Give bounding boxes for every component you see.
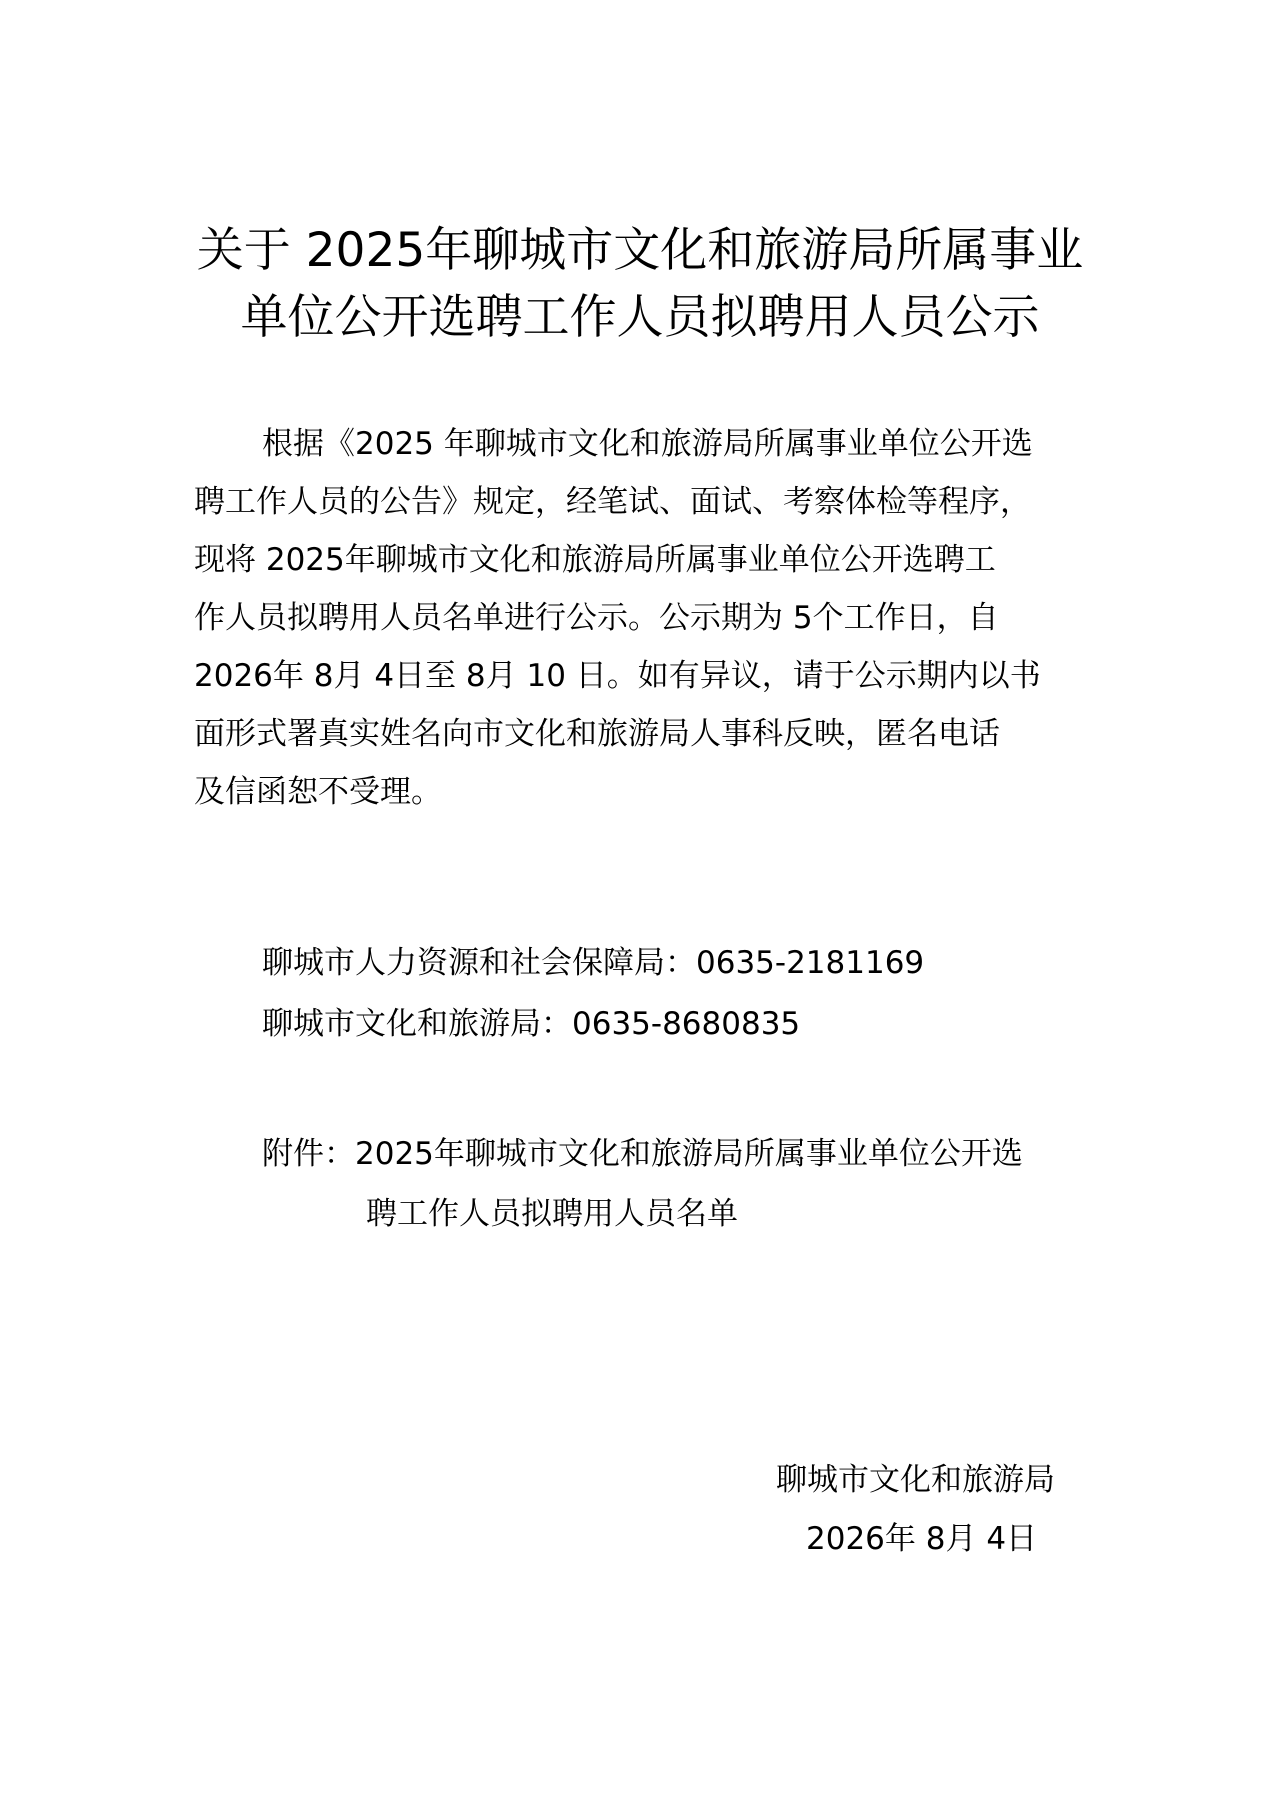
- signature-organization: 聊城市文化和旅游局: [776, 1462, 1055, 1498]
- contact-culture-tourism-bureau: 聊城市文化和旅游局：0635-8680835: [262, 1006, 801, 1042]
- body-paragraph-line-1: 根据《2025 年聊城市文化和旅游局所属事业单位公开选: [262, 426, 1033, 462]
- body-paragraph-line-4: 作人员拟聘用人员名单进行公示。公示期为 5个工作日，自: [194, 600, 999, 636]
- body-paragraph-line-2: 聘工作人员的公告》规定，经笔试、面试、考察体检等程序，: [194, 484, 1031, 520]
- body-paragraph-line-7: 及信函恕不受理。: [194, 774, 442, 810]
- body-paragraph-line-6: 面形式署真实姓名向市文化和旅游局人事科反映，匿名电话: [194, 716, 1000, 752]
- contact-hrss-bureau: 聊城市人力资源和社会保障局：0635-2181169: [262, 945, 925, 981]
- document-title-line-2: 单位公开选聘工作人员拟聘用人员公示: [240, 290, 1040, 345]
- body-paragraph-line-3: 现将 2025年聊城市文化和旅游局所属事业单位公开选聘工: [194, 542, 996, 578]
- document-title-line-1: 关于 2025年聊城市文化和旅游局所属事业: [196, 223, 1084, 278]
- body-paragraph-line-5: 2026年 8月 4日至 8月 10 日。如有异议，请于公示期内以书: [194, 658, 1041, 694]
- attachment-line-1: 附件：2025年聊城市文化和旅游局所属事业单位公开选: [262, 1136, 1023, 1172]
- signature-date: 2026年 8月 4日: [806, 1521, 1038, 1557]
- attachment-line-2: 聘工作人员拟聘用人员名单: [366, 1196, 738, 1232]
